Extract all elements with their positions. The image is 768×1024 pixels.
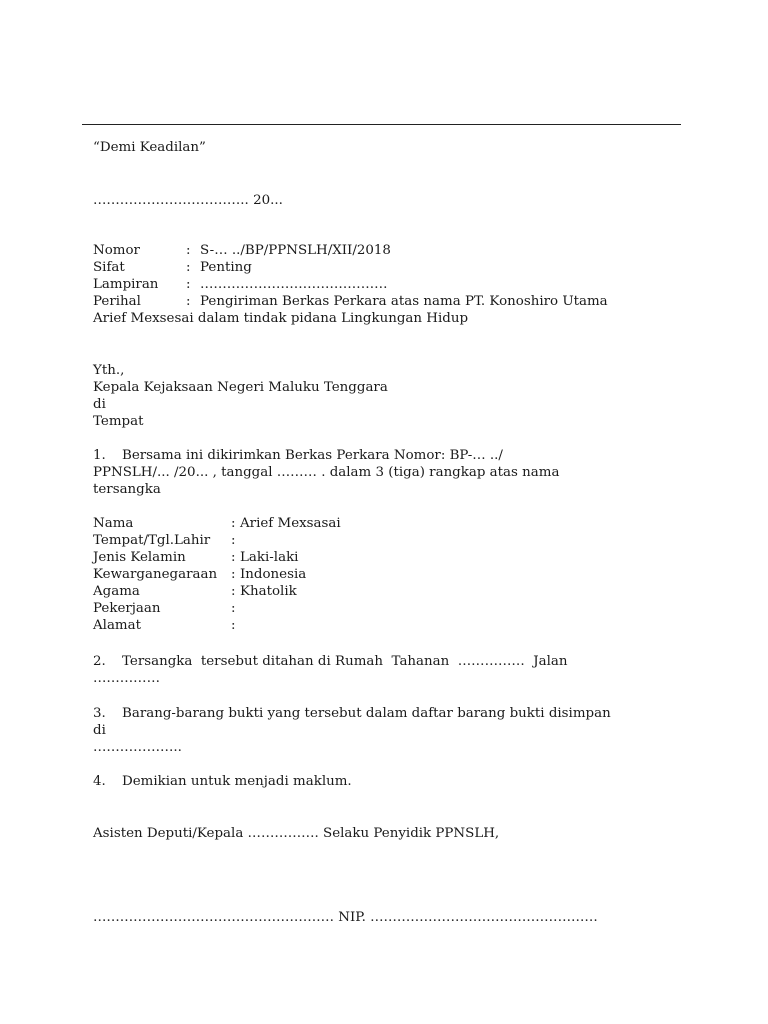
field-value: Indonesia: [240, 567, 307, 582]
perihal-continued: Arief Mexsesai dalam tindak pidana Lingkungan Hidup: [93, 311, 469, 326]
signatory: Asisten Deputi/Kepala ……………. Selaku Penyidik PPNSLH,: [93, 826, 500, 841]
recipient-line: Yth.,: [93, 363, 125, 378]
field-label: Jenis Kelamin: [93, 550, 186, 565]
colon: :: [231, 516, 236, 531]
item-text: tersangka: [93, 482, 161, 497]
field-label: Perihal: [93, 294, 141, 309]
item-text: Tersangka tersebut ditahan di Rumah Tahanan …………… Jalan: [122, 654, 568, 669]
field-value: Pengiriman Berkas Perkara atas nama PT. Konoshiro Utama: [200, 294, 608, 309]
field-value: Laki-laki: [240, 550, 299, 565]
recipient-line: Kepala Kejaksaan Negeri Maluku Tenggara: [93, 380, 388, 395]
item-text: Barang-barang bukti yang tersebut dalam daftar barang bukti disimpan: [122, 706, 611, 721]
field-label: Tempat/Tgl.Lahir: [93, 533, 211, 548]
item-text: di: [93, 723, 106, 738]
top-rule: [82, 124, 681, 125]
field-label: Nama: [93, 516, 134, 531]
item-text: ………………..: [93, 740, 182, 755]
field-label: Sifat: [93, 260, 125, 275]
colon: :: [231, 601, 236, 616]
colon: :: [231, 533, 236, 548]
field-value: Arief Mexsasai: [240, 516, 341, 531]
field-value: ……………………………………: [200, 277, 388, 292]
item-number: 1.: [93, 448, 106, 463]
field-label: Agama: [93, 584, 140, 599]
colon: :: [186, 277, 191, 292]
colon: :: [186, 243, 191, 258]
field-label: Pekerjaan: [93, 601, 161, 616]
item-text: ……………: [93, 671, 160, 686]
field-value: Penting: [200, 260, 252, 275]
item-text: Demikian untuk menjadi maklum.: [122, 774, 352, 789]
colon: :: [231, 584, 236, 599]
date-line: …………………………….. 20...: [93, 193, 283, 208]
signature-line: ……………………………………………… NIP. ……………………………………………: [93, 910, 598, 925]
colon: :: [186, 260, 191, 275]
colon: :: [231, 618, 236, 633]
colon: :: [231, 567, 236, 582]
colon: :: [231, 550, 236, 565]
field-value: Khatolik: [240, 584, 297, 599]
item-text: Bersama ini dikirimkan Berkas Perkara Nomor: BP-… ../: [122, 448, 503, 463]
recipient-line: Tempat: [93, 414, 144, 429]
item-number: 2.: [93, 654, 106, 669]
item-number: 4.: [93, 774, 106, 789]
motto: “Demi Keadilan”: [93, 140, 206, 155]
item-number: 3.: [93, 706, 106, 721]
recipient-line: di: [93, 397, 106, 412]
field-label: Nomor: [93, 243, 140, 258]
field-label: Kewarganegaraan: [93, 567, 218, 582]
field-value: S-… ../BP/PPNSLH/XII/2018: [200, 243, 391, 258]
item-text: PPNSLH/... /20... , tanggal ……… . dalam 3 (tiga) rangkap atas nama: [93, 465, 560, 480]
field-label: Lampiran: [93, 277, 159, 292]
field-label: Alamat: [93, 618, 141, 633]
colon: :: [186, 294, 191, 309]
